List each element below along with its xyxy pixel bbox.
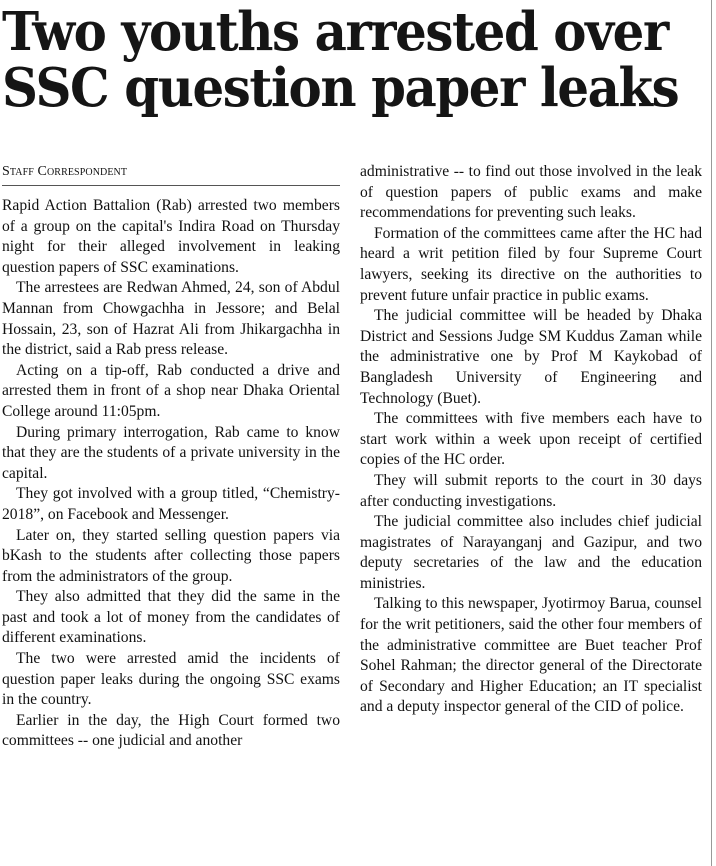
paragraph: administrative -- to find out those involved in the leak of question papers of public exams and make recommendations for preventing such leaks. (360, 163, 702, 222)
paragraph: Rapid Action Battalion (Rab) arrested two members of a group on the capital's Indira Road on Thursday night for their alleged involvement in leaking question papers of SSC examinations. (2, 197, 340, 276)
paragraph: Earlier in the day, the High Court formed two committees -- one judicial and another (2, 711, 340, 750)
headline-line-1: Two youths arrested over (2, 1, 668, 63)
paragraph: During primary interrogation, Rab came to know that they are the students of a private university in the capital. (2, 423, 340, 482)
paragraph: The judicial committee will be headed by Dhaka District and Sessions Judge SM Kuddus Zaman while the administrative one by Prof M Kaykobad of Bangladesh University of Engineering and Technology (Buet). (360, 307, 702, 407)
paragraph: The arrestees are Redwan Ahmed, 24, son of Abdul Mannan from Chowgachha in Jessore; and Belal Hossain, 23, son of Hazrat Ali from Jhikargachha in the district, said a Rab press release. (2, 279, 340, 359)
paragraph: They also admitted that they did the same in the past and took a lot of money from the candidates of different examinations. (2, 588, 340, 647)
paragraph: They got involved with a group titled, “Chemistry-2018”, on Facebook and Messenger. (2, 485, 340, 523)
headline-line-2: SSC question paper leaks (2, 57, 679, 119)
paragraph: The judicial committee also includes chief judicial magistrates of Narayanganj and Gazipur, and two deputy secretaries of the law and the education ministries. (360, 513, 702, 592)
headline (2, 1, 679, 119)
paragraph: Acting on a tip-off, Rab conducted a drive and arrested them in front of a shop near Dhaka Oriental College around 11:05pm. (2, 361, 340, 420)
article-column-right (360, 162, 702, 718)
paragraph: Later on, they started selling question papers via bKash to the students after collecting those papers from the administrators of the group. (2, 526, 340, 585)
column-divider-rule (711, 0, 712, 866)
byline: Staff Correspondent (2, 164, 340, 186)
article-column-left (2, 196, 340, 752)
paragraph: The two were arrested amid the incidents of question paper leaks during the ongoing SSC exams in the country. (2, 650, 340, 709)
paragraph: The committees with five members each have to start work within a week upon receipt of certified copies of the HC order. (360, 410, 702, 469)
paragraph: Formation of the committees came after the HC had heard a writ petition filed by four Supreme Court lawyers, seeking its directive on the authorities to prevent future unfair practice in public exams. (360, 224, 702, 304)
paragraph: They will submit reports to the court in 30 days after conducting investigations. (360, 471, 702, 510)
paragraph: Talking to this newspaper, Jyotirmoy Barua, counsel for the writ petitioners, said the other four members of the administrative committee are Buet teacher Prof Sohel Rahman; the director general of the Directorate of Secondary and Higher Education; an IT specialist and a deputy inspector general of the CID of police. (360, 595, 702, 716)
